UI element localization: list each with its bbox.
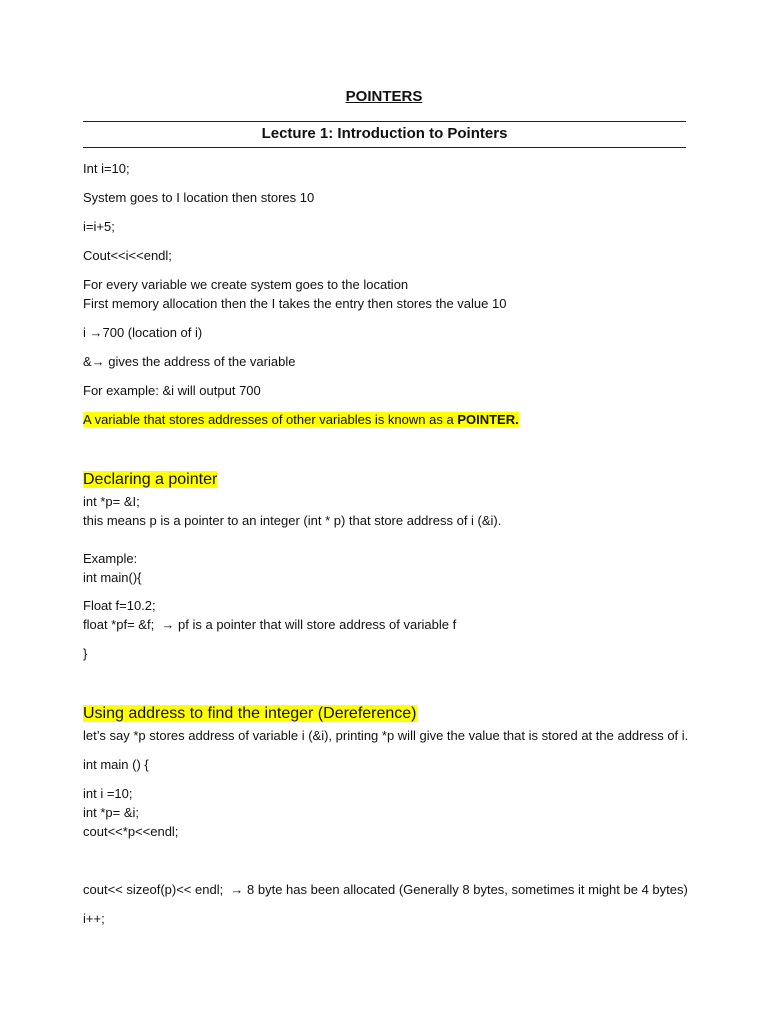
text-line: &→ gives the address of the variable	[83, 354, 296, 369]
section-heading-dereference: Using address to find the integer (Dereference)	[83, 705, 417, 722]
text-line: i=i+5;	[83, 219, 115, 234]
pointer-definition	[83, 411, 519, 428]
code-line: float *pf= &f; → pf is a pointer that will store address of variable f	[83, 617, 457, 632]
text-line: i →700 (location of i)	[83, 325, 203, 340]
highlight-text: A variable that stores addresses of other variables is known as a	[83, 412, 458, 427]
code-line: int *p= &i;	[83, 805, 140, 820]
code-line: i++;	[83, 911, 105, 926]
code-line: cout<< sizeof(p)<< endl; → 8 byte has been allocated (Generally 8 bytes, sometimes it might be 4 bytes)	[83, 882, 688, 897]
section-heading-declaring: Declaring a pointer	[83, 471, 218, 488]
code-line: Float f=10.2;	[83, 598, 156, 613]
text-line: Cout<<i<<endl;	[83, 248, 172, 263]
text-line: System goes to I location then stores 10	[83, 190, 315, 205]
text-line: Int i=10;	[83, 161, 130, 176]
rule-bottom	[83, 147, 686, 148]
code-line: }	[83, 646, 88, 661]
code-line: int main(){	[83, 570, 142, 585]
code-line: cout<<*p<<endl;	[83, 824, 179, 839]
text-line: For example: &i will output 700	[83, 383, 261, 398]
code-line: int i =10;	[83, 786, 133, 801]
lecture-title: Lecture 1: Introduction to Pointers	[261, 125, 508, 142]
text-line: let’s say *p stores address of variable i (&i), printing *p will give the value that is stored at the address of i.	[83, 728, 689, 743]
doc-title: POINTERS	[345, 88, 423, 105]
text-line: First memory allocation then the I takes the entry then stores the value 10	[83, 296, 507, 311]
text-line: this means p is a pointer to an integer (int * p) that store address of i (&i).	[83, 513, 502, 528]
highlight-bold: POINTER.	[457, 412, 519, 427]
code-line: int main () {	[83, 757, 149, 772]
rule-top	[83, 121, 686, 122]
text-line: For every variable we create system goes to the location	[83, 277, 409, 292]
text-line: Example:	[83, 551, 138, 566]
text-line: int *p= &I;	[83, 494, 140, 509]
